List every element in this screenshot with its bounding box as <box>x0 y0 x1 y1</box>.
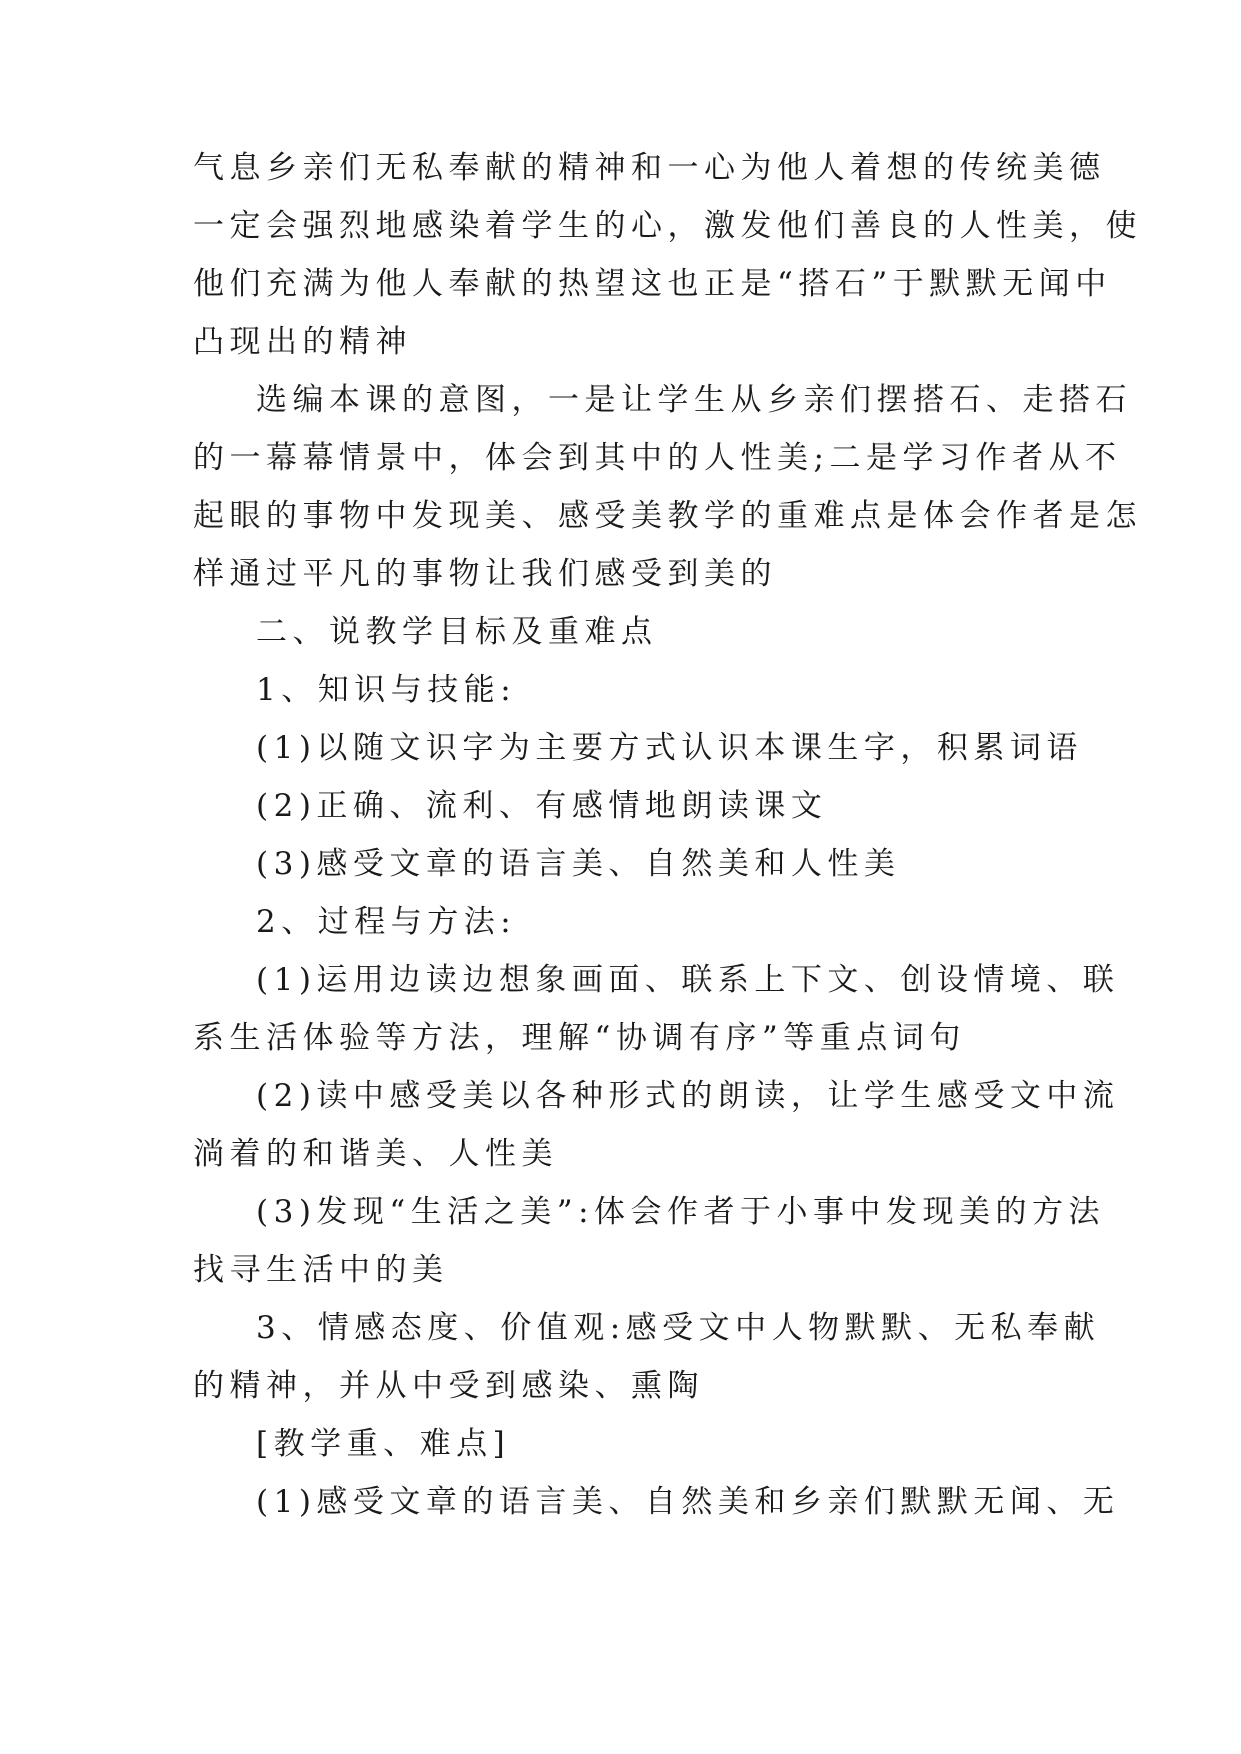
text-line-6: 的一幕幕情景中，体会到其中的人性美;二是学习作者从不 <box>193 440 1122 476</box>
text-line-16: 系生活体验等方法，理解“协调有序”等重点词句 <box>193 1020 966 1056</box>
subheading-process-method: 2、过程与方法: <box>256 904 517 940</box>
subheading-key-points: [教学重、难点] <box>256 1426 511 1462</box>
text-line-18: 淌着的和谐美、人性美 <box>193 1136 558 1172</box>
subheading-emotion-values: 3、情感态度、价值观:感受文中人物默默、无私奉献 <box>256 1310 1101 1346</box>
section-heading: 二、说教学目标及重难点 <box>256 614 658 650</box>
text-line-13: (3)感受文章的语言美、自然美和人性美 <box>256 846 901 882</box>
text-line-19: (3)发现“生活之美”:体会作者于小事中发现美的方法 <box>256 1194 1106 1230</box>
text-line-15: (1)运用边读边想象画面、联系上下文、创设情境、联 <box>256 962 1120 998</box>
text-line-11: (1)以随文识字为主要方式认识本课生字，积累词语 <box>256 730 1083 766</box>
text-line-2: 一定会强烈地感染着学生的心，激发他们善良的人性美，使 <box>193 208 1142 244</box>
text-line-4: 凸现出的精神 <box>193 324 412 360</box>
text-line-24: (1)感受文章的语言美、自然美和乡亲们默默无闻、无 <box>256 1484 1120 1520</box>
text-line-17: (2)读中感受美以各种形式的朗读，让学生感受文中流 <box>256 1078 1120 1114</box>
text-line-1: 气息乡亲们无私奉献的精神和一心为他人着想的传统美德 <box>193 150 1106 186</box>
text-line-3: 他们充满为他人奉献的热望这也正是“搭石”于默默无闻中 <box>193 266 1112 302</box>
text-line-12: (2)正确、流利、有感情地朗读课文 <box>256 788 828 824</box>
text-line-20: 找寻生活中的美 <box>193 1252 449 1288</box>
text-line-5: 选编本课的意图，一是让学生从乡亲们摆搭石、走搭石 <box>256 382 1132 418</box>
text-line-7: 起眼的事物中发现美、感受美教学的重难点是体会作者是怎 <box>193 498 1142 534</box>
text-line-22: 的精神，并从中受到感染、熏陶 <box>193 1368 704 1404</box>
subheading-knowledge-skills: 1、知识与技能: <box>256 672 517 708</box>
text-line-8: 样通过平凡的事物让我们感受到美的 <box>193 556 777 592</box>
